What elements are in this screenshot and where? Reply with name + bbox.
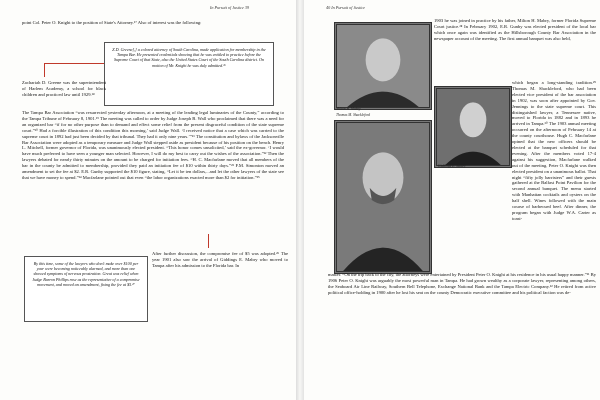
portrait-giddings-image [437, 89, 509, 165]
red-connector-line [44, 63, 104, 64]
right-page [304, 0, 600, 400]
left-side-text: Zachariah D. Greene was the superintendent of Harlem Academy, a school for black children and practiced law until 1929.¹⁸ [22, 80, 106, 97]
portrait-thomas-shackleford [334, 120, 432, 274]
right-bottom-text: master. “On the trip back to the city, the attorneys were entertained by President Peter O. Knight at his residence in his usual happy manner.”³¹ By 1906 Peter O. Knight was arguably the most powerful man in Tampa. He had grown wealthy as a corporate lawyer, representing among others, the Seaboard Air Line Railway, Southern Bell Telephone, Exchange National Bank and the Tampa Electric Company.³² He retired from active political office-holding in 1900 after he lost his seat on the county Democratic executive committee and his political faction was de- [328, 272, 596, 295]
right-page-header: 40 In Pursuit of Justice [326, 5, 366, 10]
portrait-giddings-mabry [434, 86, 512, 168]
red-connector-line-vertical [44, 63, 45, 77]
left-page-header: In Pursuit of Justice 39 [210, 5, 250, 10]
portrait-thomas-image [337, 123, 429, 271]
right-top-text: 1903 he was joined in practice by his father, Milton H. Mabry, former Florida Supreme Court justice.²⁸ In February 1902, E.R. Gunby was elected president of the local bar which once again was identified as the Hillsborough County Bar Association in the newspaper account of the meeting. The first annual banquet was also held, [434, 18, 596, 41]
right-narrow-text: which began a long-standing tradition.²⁹ Thomas M. Shackleford, who had been elected vice president of the bar association in 1902, was soon after appointed by Gov. Jennings to the state supreme court. This distinguished lawyer, a Tennessee native, moved to Florida in 1882 and in 1893 he arrived in Tampa.³⁰ The 1903 annual meeting occurred on the afternoon of February 14 at the county courthouse. Hugh C. Macfarlane opined that the new officers should be elected at the banquet scheduled for that evening. After the members voted 17-4 against his suggestion, Macfarlane walked out of the meeting. Peter O. Knight was then elected president on a unanimous ballot. That night “fifty jolly barristers” and their guests gathered at the Balfast Point Pavilion for the second annual banquet. The menu started with Manhattan cocktails and oysters on the half shell. Wines followed with the main course of barbecued beef. After dinner, the program began with Judge W.A. Carter as toast- [512, 80, 596, 221]
red-connector-line-2 [208, 234, 209, 248]
left-after-text: After further discussion, the compromise fee of $5 was adopted.²⁶ The year 1901 also saw the arrival of Giddings E. Mabry who moved to Tampa after his admission to the Florida bar. In [152, 251, 288, 268]
portrait-milton-image [337, 25, 429, 107]
caption-milton: Milton H. Mabry [336, 107, 361, 111]
left-intro-text: point Col. Peter O. Knight to the position of State's Attorney.¹⁷ Also of interest was the following: [22, 20, 202, 25]
quote-box-greene-text: Z.D. Greene[,] a colored attorney of South Carolina, made application for membership in the Tampa Bar. He presented credentials showing that he was entitled to practice before the Supreme Court of that State, also the United States Court of the South Carolina district. On motion of Mr. Knight he was duly admitted.¹⁶ [112, 47, 266, 68]
caption-thomas: Thomas M. Shackleford [336, 113, 371, 117]
quote-box-fee [24, 256, 148, 322]
portrait-milton-mabry [334, 22, 432, 110]
book-gutter [296, 0, 304, 400]
quote-box-fee-text: By this time, some of the lawyers who don't make over $100 per year were becoming noticeably alarmed, and more than one showed symptoms of nervous prostration. Great was relief when Judge Barron Phillips rose as the representative of a compromise movement, and moved an amendment, fixing the fee at $5.²⁷ [32, 261, 140, 287]
left-body-text: The Tampa Bar Association “was resurrected yesterday afternoon, at a meeting of the leading legal luminaries of the County,” according to the Tampa Tribune of February 8, 1901.¹⁹ The meeting was called to order by Judge Joseph B. Wall who proclaimed that there was a need for an organized bar “if for no other purpose than to demand and effect some relief from the present disgraceful condition of the state supreme court.”²⁰ Had a forcible illustration of this condition this morning,’ said Judge Wall. ‘I received notice that a case which was carried to the supreme court in 1892 had just been decided by that tribunal. They had it only nine years.’”²¹ The constitution and bylaws of the Jacksonville Bar Association were adopted as a temporary measure and Judge Wall stepped aside as president because of his position on the bench. Henry L. Mitchell, former governor of Florida, was unanimously elected president. “This honor comes unsolicited,’ said the ex-governor. ‘I would have much preferred to have seen a younger man selected. However, I will do my best to carry out the wishes of the association.”²² Then the lawyers debated for nearly thirty minutes on the amount to be charged for initiation fees. “H. C. Macfarlane moved that all members of the bar in the county be admitted to membership, provided they paid an initiation fee of $10 within thirty days.”²³ F.M. Simonton moved an amendment to set the fee at $2. E.R. Gunby supported the $10 figure, stating, “Let it be ten dollars,...and let the other lawyers of the state see that we have money to spend.”²⁴ Macfarlane pointed out that even “the labor organizations exacted more than $2 for initiation.”²⁵ [22, 110, 284, 180]
quote-box-greene [104, 42, 274, 106]
caption-giddings: Giddings E. Mabry [438, 164, 466, 168]
left-page [0, 0, 296, 400]
